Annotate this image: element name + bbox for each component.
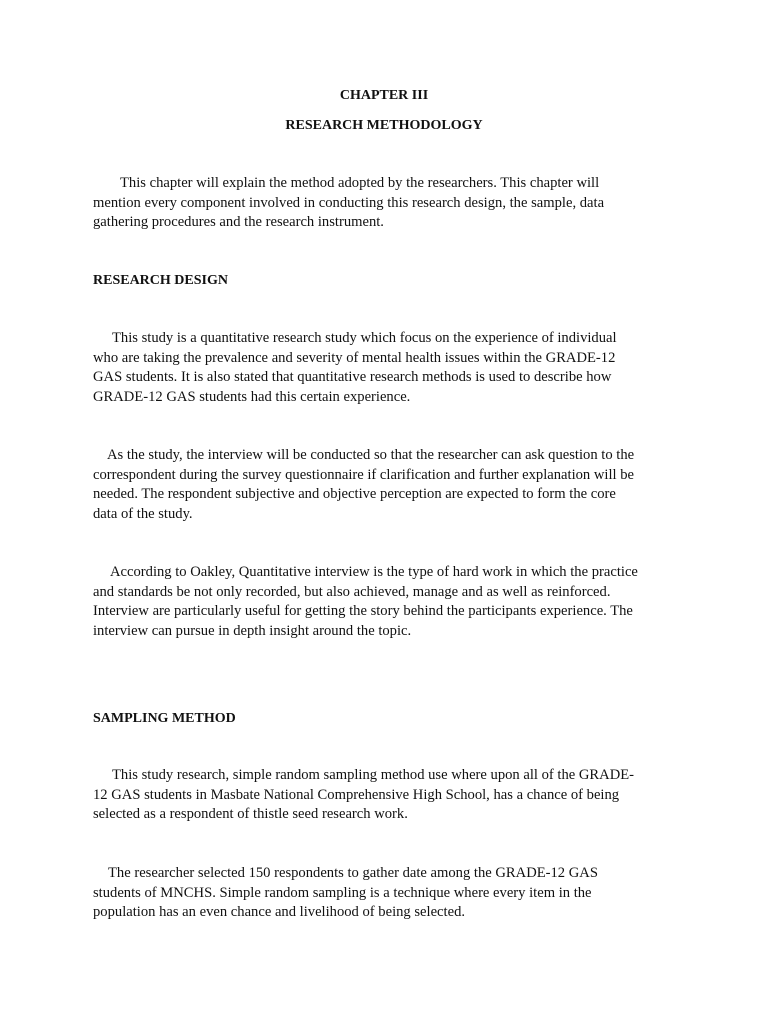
text-line: GRADE-12 GAS students had this certain experience. [93,388,411,405]
text-line: selected as a respondent of thistle seed research work. [93,806,408,823]
text-line: The researcher selected 150 respondents to gather date among the GRADE-12 GAS [108,865,598,881]
text-line: This study is a quantitative research study which focus on the experience of individual [112,330,617,346]
intro-paragraph [93,174,683,233]
text-line: mention every component involved in conducting this research design, the sample, data [93,194,605,211]
text-line: correspondent during the survey questionnaire if clarification and further explanation will be [93,466,635,483]
text-line: population has an even chance and livelihood of being selected. [93,904,466,921]
sampling-method-paragraph [93,766,683,825]
text-line: This study research, simple random sampling method use where upon all of the GRADE- [112,767,635,783]
text-line: Interview are particularly useful for getting the story behind the participants experience. The [93,603,633,620]
text-line: needed. The respondent subjective and objective perception are expected to form the core [93,486,616,503]
sampling-method-heading: SAMPLING METHOD [93,711,236,726]
chapter-subtitle: RESEARCH METHODOLOGY [285,118,483,133]
chapter-title: CHAPTER III [339,88,429,103]
sampling-method-paragraph [93,864,683,923]
text-line: and standards be not only recorded, but also achieved, manage and as well as reinforced. [93,583,611,600]
research-design-paragraph [93,446,683,524]
text-line: who are taking the prevalence and severity of mental health issues within the GRADE-12 [93,349,616,366]
text-line: 12 GAS students in Masbate National Comprehensive High School, has a chance of being [93,786,620,803]
text-line: As the study, the interview will be conducted so that the researcher can ask question to the [107,447,635,463]
research-design-heading: RESEARCH DESIGN [93,273,228,288]
text-line: GAS students. It is also stated that quantitative research methods is used to describe how [93,369,612,386]
text-line: This chapter will explain the method adopted by the researchers. This chapter will [120,175,600,191]
text-line: interview can pursue in depth insight around the topic. [93,622,412,639]
research-design-paragraph [93,563,683,641]
text-line: According to Oakley, Quantitative interview is the type of hard work in which the practice [110,564,638,580]
text-line: data of the study. [93,505,193,522]
research-design-paragraph [93,329,683,407]
text-line: gathering procedures and the research instrument. [93,214,384,231]
text-line: students of MNCHS. Simple random sampling is a technique where every item in the [93,884,592,901]
